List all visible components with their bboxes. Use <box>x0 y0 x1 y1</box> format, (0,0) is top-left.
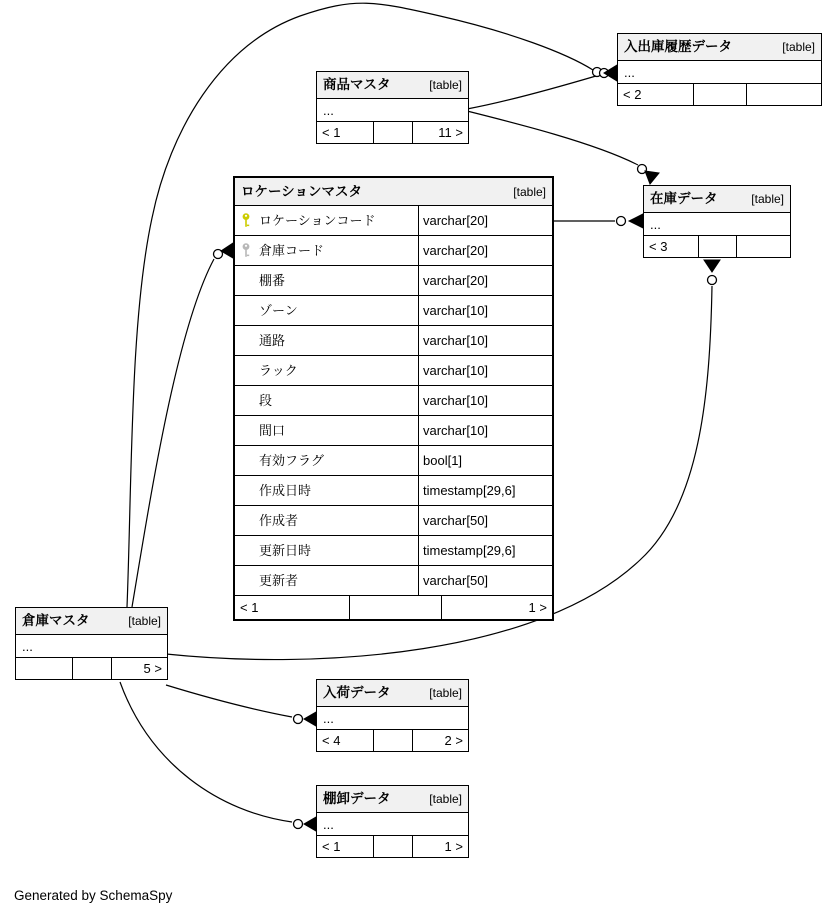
table-footer <box>16 658 167 679</box>
related-parents-count: < 1 <box>322 839 341 854</box>
column-type: varchar[10] <box>418 326 552 355</box>
ellipsis-label: ... <box>624 64 635 80</box>
primary-key-icon <box>235 206 257 235</box>
column-type: varchar[20] <box>418 206 552 235</box>
table-header <box>317 72 468 99</box>
table-footer <box>235 596 552 619</box>
table-title: ロケーションマスタ <box>241 183 362 199</box>
column-type: varchar[50] <box>418 506 552 535</box>
collapsed-columns-row <box>317 813 468 836</box>
column-type: varchar[50] <box>418 566 552 595</box>
ellipsis-label: ... <box>323 710 334 726</box>
key-icon-spacer <box>235 566 257 595</box>
table-title: 在庫データ <box>650 191 718 207</box>
column-name: 通路 <box>259 333 286 348</box>
column-name: ロケーションコード <box>259 213 376 228</box>
footer-middle-cell <box>373 836 412 857</box>
table-type-label: [table] <box>429 78 462 92</box>
column-type: bool[1] <box>418 446 552 475</box>
key-icon-spacer <box>235 476 257 505</box>
table-row <box>235 446 552 476</box>
column-name: 段 <box>259 393 273 408</box>
edge-location-stock <box>550 214 643 228</box>
table-row <box>235 506 552 536</box>
collapsed-columns-row <box>317 707 468 730</box>
column-name: ラック <box>259 363 298 378</box>
table-header <box>16 608 167 635</box>
table-footer <box>317 730 468 751</box>
column-name: 間口 <box>259 423 286 438</box>
table-type-label: [table] <box>429 792 462 806</box>
table-type-label: [table] <box>429 686 462 700</box>
table-row <box>235 416 552 446</box>
table-header <box>317 786 468 813</box>
table-row <box>235 296 552 326</box>
table-footer <box>644 236 790 257</box>
table-row <box>235 476 552 506</box>
table-row <box>235 536 552 566</box>
column-type: varchar[10] <box>418 386 552 415</box>
column-name: 棚番 <box>259 273 286 288</box>
column-type: varchar[20] <box>418 266 552 295</box>
edge-warehouse-receiving <box>166 685 316 726</box>
column-name: ゾーン <box>259 303 298 318</box>
table-row <box>235 206 552 236</box>
related-children-count <box>736 236 790 257</box>
table-title: 棚卸データ <box>323 791 391 807</box>
table-type-label: [table] <box>782 40 815 54</box>
key-icon-spacer <box>235 536 257 565</box>
related-parents-count: < 1 <box>322 125 341 140</box>
key-icon-spacer <box>235 416 257 445</box>
table-row <box>235 266 552 296</box>
table-product[interactable] <box>316 71 469 144</box>
column-name: 作成者 <box>259 513 299 528</box>
table-warehouse[interactable] <box>15 607 168 680</box>
footer-middle-cell <box>698 236 736 257</box>
key-icon-spacer <box>235 506 257 535</box>
table-row <box>235 566 552 596</box>
table-row <box>235 356 552 386</box>
related-children-count <box>746 84 821 105</box>
related-parents-count: < 3 <box>649 239 668 254</box>
table-title: 倉庫マスタ <box>22 613 90 629</box>
table-title: 入荷データ <box>323 685 391 701</box>
column-name: 更新者 <box>259 573 299 588</box>
table-row <box>235 326 552 356</box>
collapsed-columns-row <box>618 61 821 84</box>
related-children-count: 1 > <box>441 596 552 619</box>
footer-middle-cell <box>72 658 111 679</box>
table-history[interactable] <box>617 33 822 106</box>
column-name: 更新日時 <box>259 543 312 558</box>
table-header <box>235 178 552 206</box>
key-icon-spacer <box>235 356 257 385</box>
table-stock[interactable] <box>643 185 791 258</box>
related-children-count: 2 > <box>412 730 468 751</box>
table-receiving[interactable] <box>316 679 469 752</box>
ellipsis-label: ... <box>323 102 334 118</box>
table-type-label: [table] <box>513 184 546 199</box>
key-icon-spacer <box>235 326 257 355</box>
ellipsis-label: ... <box>650 216 661 232</box>
table-title: 入出庫履歴データ <box>624 39 732 55</box>
table-footer <box>618 84 821 105</box>
table-row <box>235 386 552 416</box>
ellipsis-label: ... <box>22 638 33 654</box>
foreign-key-icon <box>235 236 257 265</box>
column-type: varchar[10] <box>418 296 552 325</box>
column-name: 倉庫コード <box>259 243 325 258</box>
related-parents-count: < 2 <box>623 87 642 102</box>
collapsed-columns-row <box>16 635 167 658</box>
collapsed-columns-row <box>317 99 468 122</box>
edge-product-stock <box>467 111 659 184</box>
related-children-count: 5 > <box>111 658 167 679</box>
related-parents-count <box>16 658 72 679</box>
table-title: 商品マスタ <box>323 77 391 93</box>
table-location[interactable] <box>233 176 554 621</box>
column-type: varchar[10] <box>418 356 552 385</box>
table-footer <box>317 836 468 857</box>
column-name: 有効フラグ <box>259 453 325 468</box>
ellipsis-label: ... <box>323 816 334 832</box>
related-parents-count: < 4 <box>322 733 341 748</box>
column-type: timestamp[29,6] <box>418 536 552 565</box>
key-icon-spacer <box>235 296 257 325</box>
table-row <box>235 236 552 266</box>
table-footer <box>317 122 468 143</box>
edge-warehouse-stocktake <box>120 682 316 831</box>
table-stocktake[interactable] <box>316 785 469 858</box>
footer-middle-cell <box>693 84 746 105</box>
footer-middle-cell <box>373 122 412 143</box>
table-header <box>317 680 468 707</box>
table-type-label: [table] <box>751 192 784 206</box>
table-type-label: [table] <box>128 614 161 628</box>
generated-by-label: Generated by SchemaSpy <box>14 888 173 903</box>
collapsed-columns-row <box>644 213 790 236</box>
related-parents-count: < 1 <box>240 600 259 615</box>
column-name: 作成日時 <box>259 483 312 498</box>
column-type: varchar[10] <box>418 416 552 445</box>
related-children-count: 11 > <box>412 122 468 143</box>
table-header <box>618 34 821 61</box>
column-type: timestamp[29,6] <box>418 476 552 505</box>
table-header <box>644 186 790 213</box>
key-icon-spacer <box>235 446 257 475</box>
key-icon-spacer <box>235 386 257 415</box>
footer-middle-cell <box>373 730 412 751</box>
edge-warehouse-location <box>132 243 233 607</box>
related-children-count: 1 > <box>412 836 468 857</box>
key-icon-spacer <box>235 266 257 295</box>
footer-middle-cell <box>349 596 441 619</box>
column-type: varchar[20] <box>418 236 552 265</box>
